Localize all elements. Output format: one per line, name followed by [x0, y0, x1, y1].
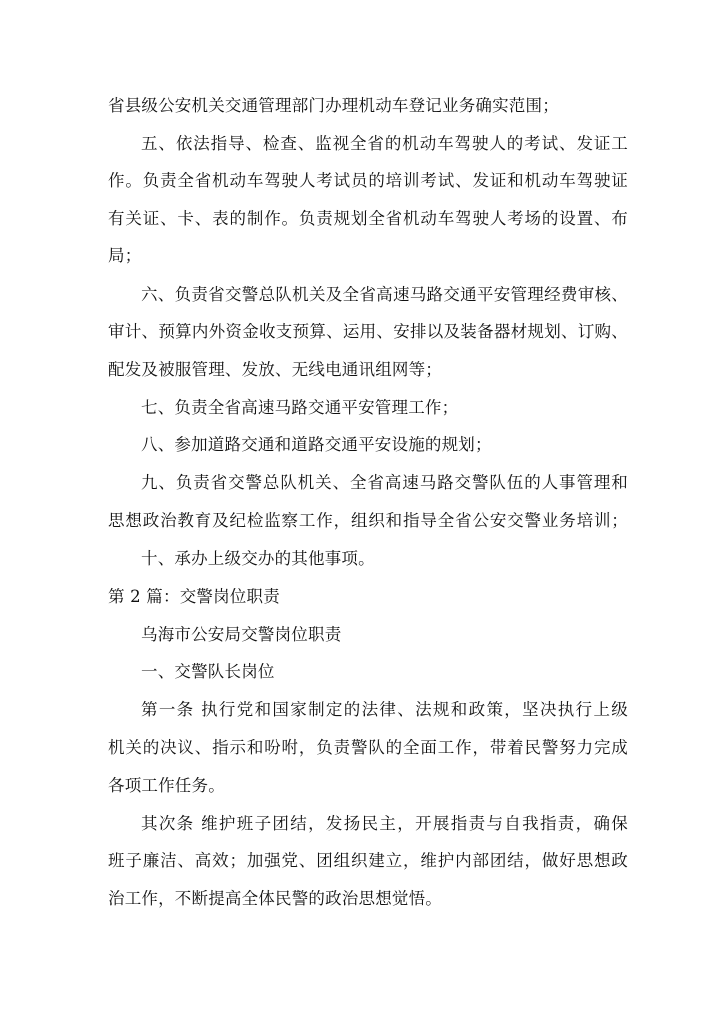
text-line: 八、参加道路交通和道路交通平安设施的规划； [141, 435, 492, 454]
section-heading: 第 2 篇：交警岗位职责 [108, 587, 280, 606]
text-line: 有关证、卡、表的制作。负责规划全省机动车驾驶人考场的设置、布 [108, 209, 628, 228]
text-line: 七、负责全省高速马路交通平安管理工作； [141, 398, 459, 417]
text-line: 第一条 执行党和国家制定的法律、法规和政策，坚决执行上级 [141, 700, 628, 719]
text-line: 五、依法指导、检查、监视全省的机动车驾驶人的考试、发证工 [141, 134, 628, 153]
text-line: 乌海市公安局交警岗位职责 [141, 625, 342, 644]
text-line: 六、负责省交警总队机关及全省高速马路交通平安管理经费审核、 [141, 285, 628, 304]
text-line: 省县级公安机关交通管理部门办理机动车登记业务确实范围； [108, 96, 559, 115]
text-line: 九、负责省交警总队机关、全省高速马路交警队伍的人事管理和 [141, 473, 628, 492]
text-line: 配发及被服管理、发放、无线电通讯组网等； [108, 360, 442, 379]
text-line: 其次条 维护班子团结，发扬民主，开展指责与自我指责，确保 [141, 814, 628, 833]
text-line: 各项工作任务。 [108, 776, 225, 795]
text-line: 班子廉洁、高效；加强党、团组织建立，维护内部团结，做好思想政 [108, 851, 628, 870]
text-line: 机关的决议、指示和吩咐，负责警队的全面工作，带着民警努力完成 [108, 738, 628, 757]
text-line: 作。负责全省机动车驾驶人考试员的培训考试、发证和机动车驾驶证 [108, 171, 628, 190]
text-line: 一、交警队长岗位 [141, 662, 275, 681]
text-line: 审计、预算内外资金收支预算、运用、安排以及装备器材规划、订购、 [108, 322, 628, 341]
text-line: 治工作，不断提高全体民警的政治思想觉悟。 [108, 889, 442, 908]
text-line: 局； [108, 246, 142, 265]
text-line: 思想政治教育及纪检监察工作，组织和指导全省公安交警业务培训； [108, 511, 628, 530]
text-line: 十、承办上级交办的其他事项。 [141, 549, 375, 568]
